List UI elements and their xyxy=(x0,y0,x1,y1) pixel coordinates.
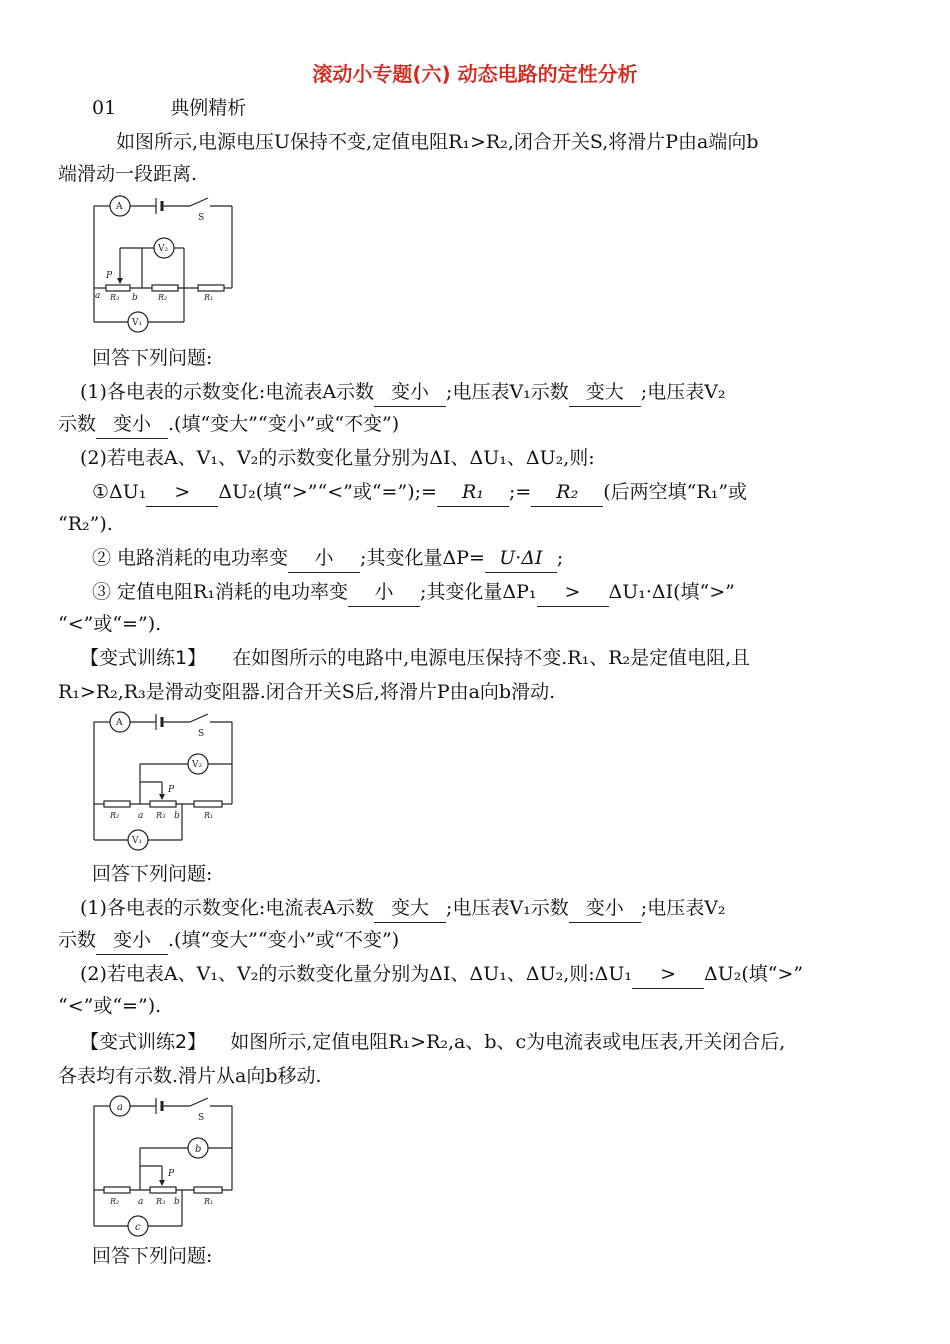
variant2-answer-prompt: 回答下列问题: xyxy=(92,1245,213,1267)
example-q2-sub3 xyxy=(92,578,735,607)
variant1-q1-line2 xyxy=(58,926,399,955)
example-q2-sub1 xyxy=(92,478,747,507)
variant1-q2 xyxy=(80,960,803,989)
r1-label: R₁ xyxy=(204,1197,214,1206)
example-answer-prompt: 回答下列问题: xyxy=(92,347,213,369)
variant1-q1-line1 xyxy=(80,894,726,923)
q2-text: = xyxy=(515,481,532,503)
variant1-intro-1 xyxy=(80,644,750,672)
q2-text: ;其变化量ΔP₁ xyxy=(419,581,537,603)
q2-text: ; xyxy=(508,481,516,503)
slider-label: P xyxy=(168,785,175,795)
q1-text: .(填“变大”“变小”或“不变”) xyxy=(168,929,400,951)
slider-label: P xyxy=(106,271,113,281)
variant1-intro-2: R₁>R₂,R₃是滑动变阻器.闭合开关S后,将滑片P由a向b滑动. xyxy=(58,681,556,703)
answer-blank: 小 xyxy=(348,578,420,607)
q2-text: (2)若电表A、V₁、V₂的示数变化量分别为ΔI、ΔU₁、ΔU₂,则:ΔU₁ xyxy=(80,963,633,985)
answer-blank: U·ΔI xyxy=(485,544,557,573)
v1-label: V₁ xyxy=(132,318,143,328)
example-q2-sub1-cont: “R₂”). xyxy=(58,513,113,535)
q2-text: ③ 定值电阻R₁消耗的电功率变 xyxy=(92,581,348,603)
example-q2: (2)若电表A、V₁、V₂的示数变化量分别为ΔI、ΔU₁、ΔU₂,则: xyxy=(80,447,595,469)
r2-label: R₂ xyxy=(110,811,120,820)
example-q2-sub3-cont: “<”或“=”). xyxy=(58,613,162,635)
end-b-label: b xyxy=(132,293,138,303)
example-q1-line2 xyxy=(58,410,399,439)
variant1-answer-prompt: 回答下列问题: xyxy=(92,863,213,885)
variant2-intro-2: 各表均有示数.滑片从a向b移动. xyxy=(58,1065,322,1087)
page-title: 滚动小专题(六) 动态电路的定性分析 xyxy=(312,62,638,86)
q2-text: (后两空填“R₁”或 xyxy=(603,481,748,503)
v2-label: V₂ xyxy=(158,244,169,254)
end-b-label: b xyxy=(174,1197,180,1207)
slider-label: P xyxy=(168,1169,175,1179)
q1-text: ;电压表V₁示数 xyxy=(446,897,569,919)
answer-blank: 变小 xyxy=(96,926,168,955)
answer-blank: > xyxy=(632,960,704,989)
r3-label: R₃ xyxy=(156,1197,166,1206)
answer-blank: R₂ xyxy=(531,478,603,507)
v1-label: V₁ xyxy=(132,836,143,846)
variant1-q2-cont: “<”或“=”). xyxy=(58,995,162,1017)
q2-text: = xyxy=(421,481,437,503)
answer-blank: 变小 xyxy=(374,378,446,407)
end-a-label: a xyxy=(138,1197,144,1207)
meter-c-label: c xyxy=(135,1222,141,1233)
ammeter-label: A xyxy=(116,718,123,728)
end-a-label: a xyxy=(138,811,144,821)
end-a-label: a xyxy=(95,291,101,301)
example-intro-2: 端滑动一段距离. xyxy=(58,163,198,185)
r1-label: R₁ xyxy=(204,811,214,820)
q1-text: ;电压表V₂ xyxy=(640,381,726,403)
answer-blank: 变小 xyxy=(96,410,168,439)
r2-label: R₂ xyxy=(158,293,168,302)
q2-text: ΔU₂(填“>”“<”或“=”); xyxy=(218,481,422,503)
ammeter-label: A xyxy=(116,202,123,212)
answer-blank: 变大 xyxy=(569,378,641,407)
q2-text: ② 电路消耗的电功率变 xyxy=(92,547,289,569)
q1-text: 示数 xyxy=(58,413,97,435)
end-b-label: b xyxy=(174,811,180,821)
q2-text: ΔU₁·ΔI(填“>” xyxy=(608,581,735,603)
answer-blank: R₁ xyxy=(437,478,509,507)
answer-blank: > xyxy=(537,578,609,607)
q2-text: ; xyxy=(556,547,564,569)
meter-a-label: a xyxy=(117,1102,123,1113)
example-intro-1: 如图所示,电源电压U保持不变,定值电阻R₁>R₂,闭合开关S,将滑片P由a端向b xyxy=(116,131,759,153)
variant2-heading: 【变式训练2】 xyxy=(80,1031,207,1053)
q1-text: ;电压表V₁示数 xyxy=(446,381,569,403)
answer-blank: 变小 xyxy=(569,894,641,923)
q2-text: ΔU₂(填“>” xyxy=(704,963,804,985)
q1-text: (1)各电表的示数变化:电流表A示数 xyxy=(80,381,375,403)
r1-label: R₁ xyxy=(204,293,214,302)
q1-text: (1)各电表的示数变化:电流表A示数 xyxy=(80,897,375,919)
example-q2-sub2 xyxy=(92,544,563,573)
variant1-intro-text: 在如图所示的电路中,电源电压保持不变.R₁、R₂是定值电阻,且 xyxy=(232,647,751,669)
switch-label: S xyxy=(198,1113,205,1123)
answer-blank: 变大 xyxy=(374,894,446,923)
variant1-heading: 【变式训练1】 xyxy=(80,647,207,669)
circuit-diagram-variant1 xyxy=(88,708,248,856)
q2-text: ①ΔU₁ xyxy=(92,481,147,503)
v2-label: V₂ xyxy=(192,760,203,770)
answer-blank: > xyxy=(146,478,218,507)
r3-label: R₃ xyxy=(156,811,166,820)
circuit-diagram-example xyxy=(88,192,248,340)
switch-label: S xyxy=(198,729,205,739)
section-heading xyxy=(92,94,246,122)
variant2-intro-1 xyxy=(80,1028,785,1056)
q1-text: ;电压表V₂ xyxy=(640,897,726,919)
meter-b-label: b xyxy=(195,1144,202,1155)
switch-label: S xyxy=(198,213,205,223)
variant2-intro-text: 如图所示,定值电阻R₁>R₂,a、b、c为电流表或电压表,开关闭合后, xyxy=(230,1031,786,1053)
q1-text: .(填“变大”“变小”或“不变”) xyxy=(168,413,400,435)
circuit-diagram-variant2 xyxy=(88,1094,248,1238)
answer-blank: 小 xyxy=(288,544,360,573)
q1-text: 示数 xyxy=(58,929,97,951)
r2-label: R₂ xyxy=(110,1197,120,1206)
r3-label: R₃ xyxy=(110,293,120,302)
section-number: 01 xyxy=(92,97,117,119)
q2-text: ;其变化量ΔP= xyxy=(360,547,485,569)
section-label: 典例精析 xyxy=(170,97,247,119)
example-q1-line1 xyxy=(80,378,726,407)
